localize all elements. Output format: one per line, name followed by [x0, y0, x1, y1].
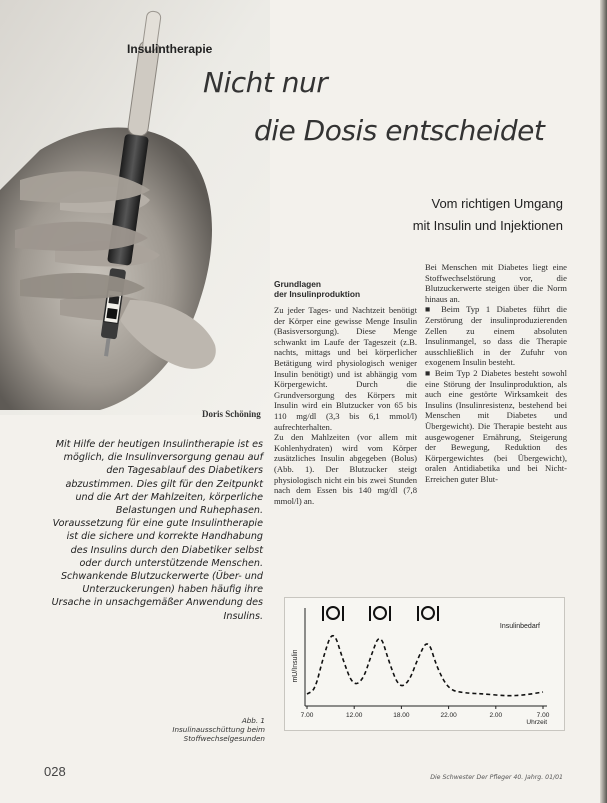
paragraph: Zu jeder Tages- und Nachtzeit benötigt der Körper eine gewisse Menge Insulin (Basisversorgung). Diese Menge schwankt im Laufe der Tageszeit (z.B. nachts, mittags und bei körperlicher Betätigung wird physiologisch weniger Insulin benötigt) und ist abhängig vom Körpergewicht. Durch die Grundversorgung des Körpers mit Insulin wird ein Blutzucker von 65 bis 110 mg/dl (3,3 bis 6,1 mmol/l) aufrechterhalten.: [274, 305, 417, 432]
article-subtitle-line1: Vom richtigen Umgang: [431, 196, 563, 211]
paragraph: Bei Menschen mit Diabetes liegt eine Stoffwechselstörung vor, die Blutzuckerwerte steigen über die Norm hinaus an.: [425, 262, 567, 304]
y-axis-label: mU/Insulin: [292, 649, 299, 683]
running-footer: Die Schwester Der Pfleger 40. Jahrg. 01/01: [430, 774, 563, 781]
meal-icon: [417, 606, 439, 621]
x-tick-label: 12.00: [346, 712, 363, 719]
page-spine-shadow: [600, 0, 607, 803]
x-tick-label: 7.00: [536, 712, 550, 719]
meal-icon: [369, 606, 391, 621]
insulin-pen-photo: [0, 0, 270, 415]
insulin-curve: [307, 636, 543, 696]
author-name: Doris Schöning: [202, 409, 261, 419]
paragraph: ■ Beim Typ 2 Diabetes besteht sowohl eine Störung der Insulinproduktion, als auch eine gestörte Wirksamkeit des Insulins (Insulinresistenz, bestehend bei Menschen mit Diabetes und Übergewicht). Die Therapie besteht aus ausgewogener Ernährung, Steigerung der Bewegung, Reduktion des Körpergewichtes (bei Übergewicht), oralen Antidiabetika und bei Nicht-Erreichen guter Blut-: [425, 367, 567, 484]
article-title-line2: die Dosis entscheidet: [254, 114, 545, 147]
section-label: Insulintherapie: [127, 42, 213, 56]
x-axis-end-label: Uhrzeit: [526, 719, 547, 726]
article-subtitle-line2: mit Insulin und Injektionen: [412, 218, 563, 233]
legend-label: Insulinbedarf: [499, 623, 540, 630]
text-column-1: [274, 279, 417, 506]
meal-icon: [322, 606, 344, 621]
paragraph: ■ Beim Typ 1 Diabetes führt die Zerstörung der insulinproduzierenden Zellen zu einem absoluten Insulinmangel, so dass die Therapie ausschließlich in der Zufuhr von exogenem Insulin besteht.: [425, 304, 567, 368]
x-tick-label: 2.00: [489, 712, 503, 719]
intro-paragraph: Mit Hilfe der heutigen Insulintherapie ist es möglich, die Insulinversorgung genau auf den Tagesablauf des Diabetikers abzustimmen. Dies gilt für den Zeitpunkt und die Art der Mahlzeiten, körperliche Belastungen und Ruhephasen. Voraussetzung für eine gute Insulintherapie ist die sichere und korrekte Handhabung des Insulins durch den Diabetiker selbst oder durch unterstützende Menschen. Schwankende Blutzuckerwerte (Über- und Unterzuckerungen) haben häufig ihre Ursache in unsachgemäßer Anwendung des Insulins.: [51, 439, 263, 622]
page-number: 028: [44, 764, 66, 779]
caption-line: Insulinausschüttung beim: [172, 725, 265, 734]
x-tick-label: 7.00: [300, 712, 314, 719]
x-tick-label: 18.00: [393, 712, 410, 719]
caption-line: Stoffwechselgesunden: [183, 734, 265, 743]
insulin-chart: [284, 597, 565, 731]
text-column-2: [425, 262, 567, 484]
paragraph: Zu den Mahlzeiten (vor allem mit Kohlenhydraten) wird vom Körper zusätzliches Insulin abgegeben (Bolus) (Abb. 1). Der Blutzucker steigt physiologisch nicht ein bis zwei Stunden nach dem Essen bis 140 mg/dl (7,8 mmol/l) an.: [274, 432, 417, 506]
column-heading: Grundlagen der Insulinproduktion: [274, 279, 361, 299]
figure-caption: [150, 716, 265, 743]
x-tick-label: 22.00: [440, 712, 457, 719]
article-title-line1: Nicht nur: [203, 66, 328, 99]
insulin-chart-svg: [285, 598, 564, 730]
caption-title: Abb. 1: [241, 716, 265, 725]
